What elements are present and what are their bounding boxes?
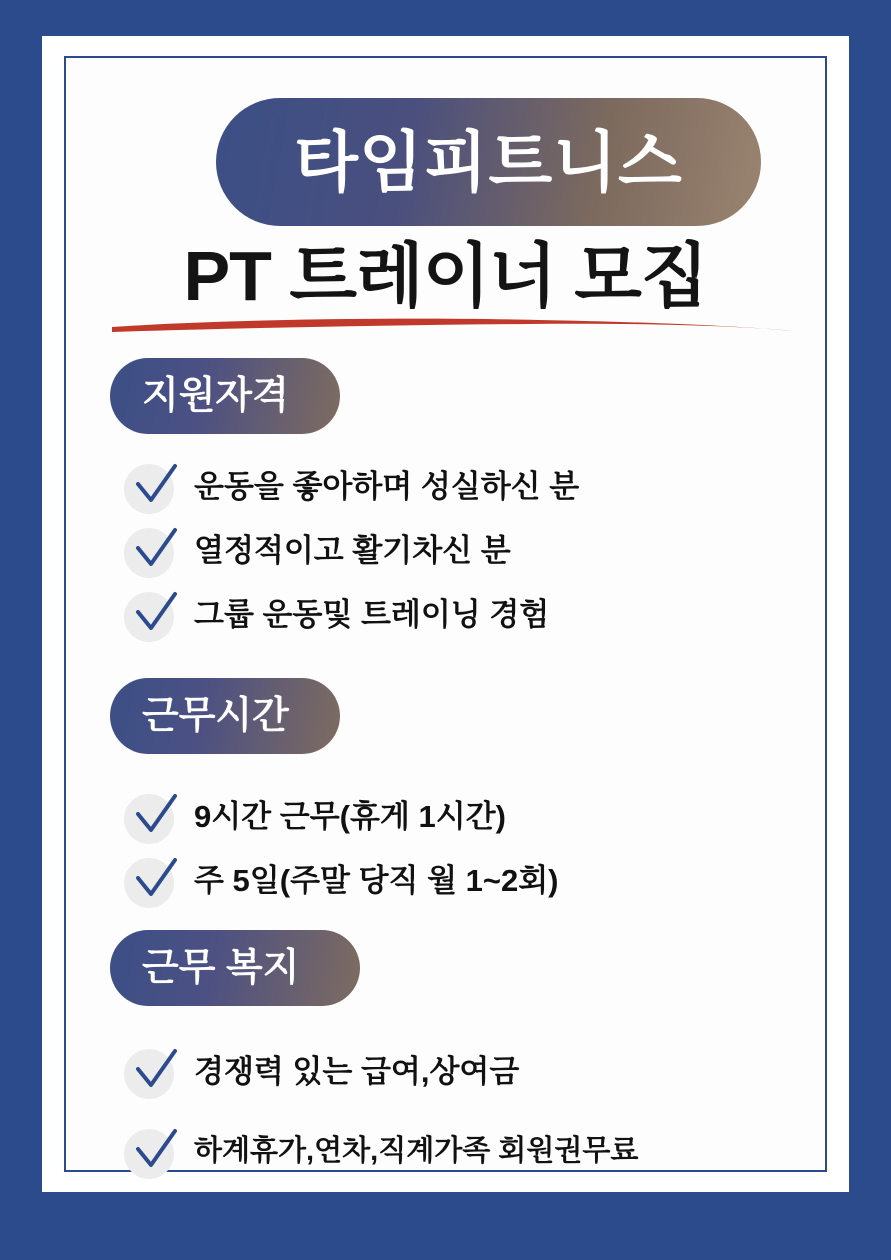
list-item	[124, 788, 559, 846]
bullet-list-work-hours	[124, 788, 559, 916]
headline-underline-brush	[108, 316, 798, 334]
section-header-qualifications	[110, 358, 340, 434]
poster	[38, 32, 853, 1196]
list-item-label: 하계휴가,연차,직계가족 회원권무료	[194, 1135, 639, 1168]
list-item-label: 그룹 운동및 트레이닝 경험	[194, 596, 550, 632]
list-item	[124, 1123, 638, 1181]
list-item-label: 운동을 좋아하며 성실하신 분	[194, 468, 580, 504]
check-icon	[124, 522, 182, 580]
poster-inner-border	[64, 56, 827, 1172]
list-item	[124, 522, 579, 580]
brand-pill	[216, 98, 761, 226]
list-item-label: 9시간 근무(휴게 1시간)	[194, 798, 506, 834]
page-title: PT 트레이너 모집	[183, 237, 708, 315]
section-title: 근무시간	[142, 695, 289, 737]
bullet-list-benefits	[124, 1043, 638, 1187]
section-title: 근무 복지	[142, 947, 300, 989]
list-item-label: 경쟁력 있는 급여,상여금	[194, 1053, 520, 1089]
brand-name: 타임피트니스	[294, 125, 683, 199]
headline-wrap	[66, 237, 825, 315]
list-item-label: 열정적이고 활기차신 분	[194, 532, 511, 568]
section-header-benefits	[110, 930, 360, 1006]
list-item	[124, 458, 579, 516]
check-icon	[124, 788, 182, 846]
list-item-label: 주 5일(주말 당직 월 1~2회)	[194, 862, 559, 898]
section-title: 지원자격	[142, 375, 289, 417]
check-icon	[124, 458, 182, 516]
check-icon	[124, 852, 182, 910]
check-icon	[124, 586, 182, 644]
check-icon	[124, 1123, 182, 1181]
check-icon	[124, 1043, 182, 1101]
list-item	[124, 586, 579, 644]
list-item	[124, 1043, 638, 1101]
list-item	[124, 852, 559, 910]
bullet-list-qualifications	[124, 458, 579, 650]
section-header-work-hours	[110, 678, 340, 754]
